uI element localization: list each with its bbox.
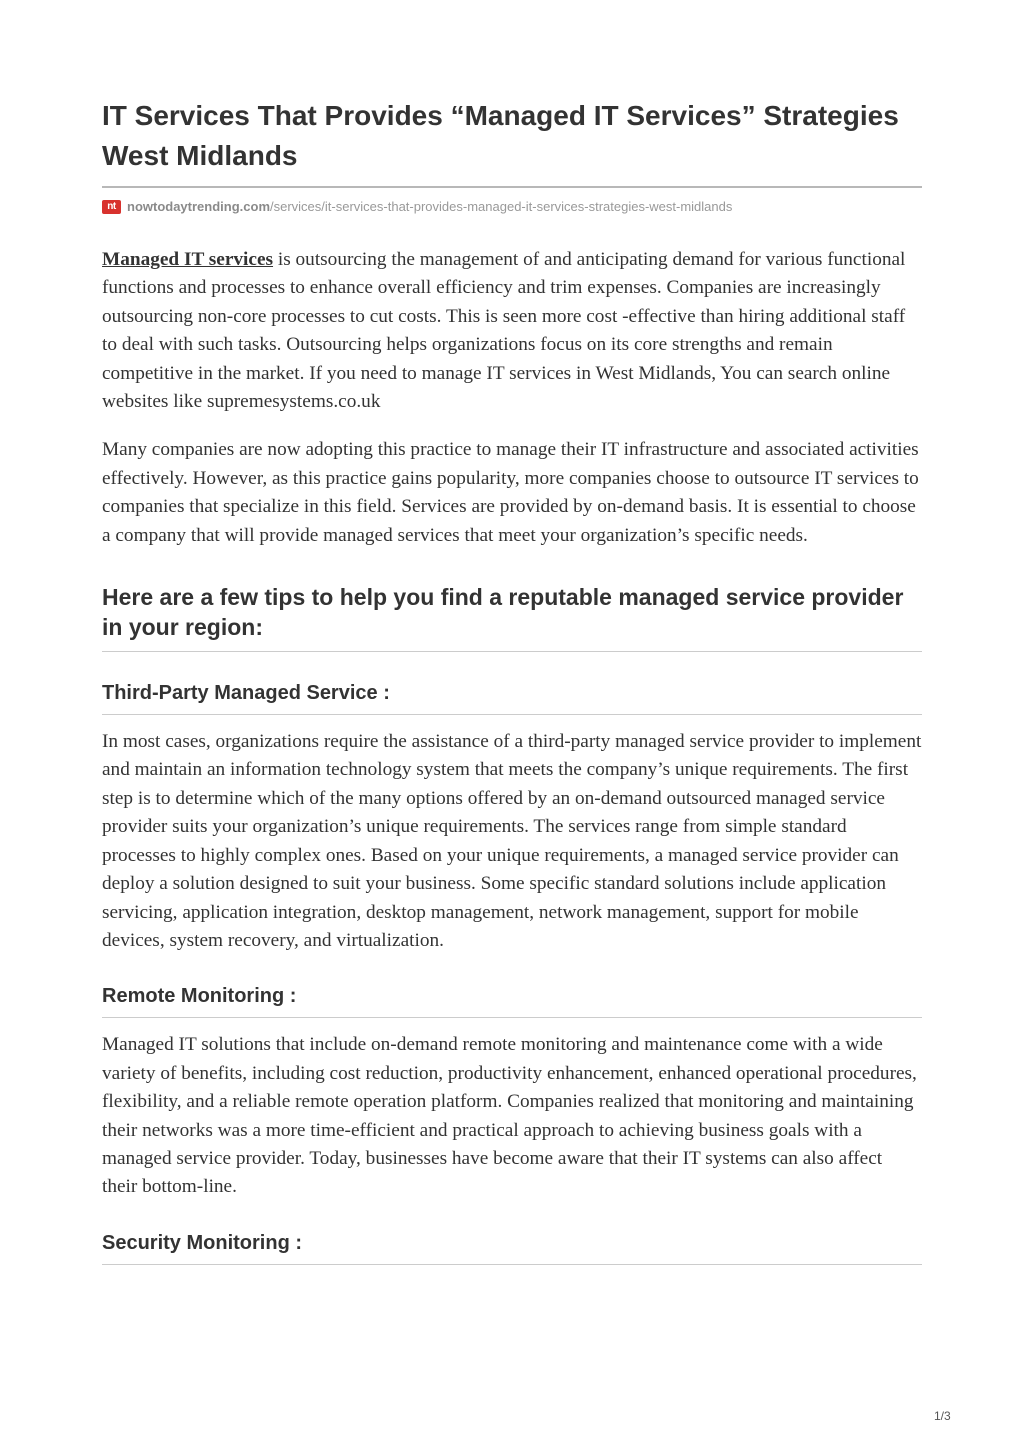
section-heading-remote-monitoring: Remote Monitoring :	[102, 983, 922, 1018]
section-heading-third-party: Third-Party Managed Service :	[102, 680, 922, 715]
section-heading-security-monitoring: Security Monitoring :	[102, 1230, 922, 1265]
source-path[interactable]: /services/it-services-that-provides-managed-it-services-strategies-west-midlands	[270, 199, 733, 214]
page-number: 1/3	[934, 1409, 951, 1423]
source-url[interactable]	[102, 197, 922, 217]
tips-heading: Here are a few tips to help you find a reputable managed service provider in your region:	[102, 582, 922, 652]
source-domain[interactable]: nowtodaytrending.com	[127, 199, 270, 214]
adoption-paragraph: Many companies are now adopting this practice to manage their IT infrastructure and associated activities effectively. However, as this practice gains popularity, more companies choose to outsource IT services to companies that specialize in this field. Services are provided by on-demand basis. It is essential to choose a company that will provide managed services that meet your organization’s specific needs.	[102, 439, 919, 546]
site-logo-icon: nt	[102, 200, 121, 214]
section-text-third-party: In most cases, organizations require the assistance of a third-party managed service provider to implement and maintain an information technology system that meets the company’s unique requirements. The first step is to determine which of the many options offered by an on-demand outsourced managed service provider suits your organization’s unique requirements. The services range from simple standard processes to highly complex ones. Based on your unique requirements, a managed service provider can deploy a solution designed to suit your business. Some specific standard solutions include application servicing, application integration, desktop management, network management, support for mobile devices, system recovery, and virtualization.	[102, 731, 922, 951]
document-page	[102, 0, 922, 1265]
intro-paragraph-text: is outsourcing the management of and anticipating demand for various functional functions and processes to enhance overall efficiency and trim expenses. Companies are increasingly outsourcing non-core processes to cut costs. This is seen more cost -effective than hiring additional staff to deal with such tasks. Outsourcing helps organizations focus on its core strengths and remain competitive in the market. If you need to manage IT services in West Midlands, You can search online websites like supremesystems.co.uk	[102, 249, 906, 413]
section-text-remote-monitoring: Managed IT solutions that include on-demand remote monitoring and maintenance come with a wide variety of benefits, including cost reduction, productivity enhancement, enhanced operational procedures, flexibility, and a reliable remote operation platform. Companies realized that monitoring and maintaining their networks was a more time-efficient and practical approach to achieving business goals with a managed service provider. Today, businesses have become aware that their IT systems can also affect their bottom-line.	[102, 1034, 917, 1198]
intro-paragraph	[102, 246, 922, 416]
managed-it-services-link[interactable]: Managed IT services	[102, 249, 274, 270]
page-title: IT Services That Provides “Managed IT Services” Strategies West Midlands	[102, 96, 922, 188]
